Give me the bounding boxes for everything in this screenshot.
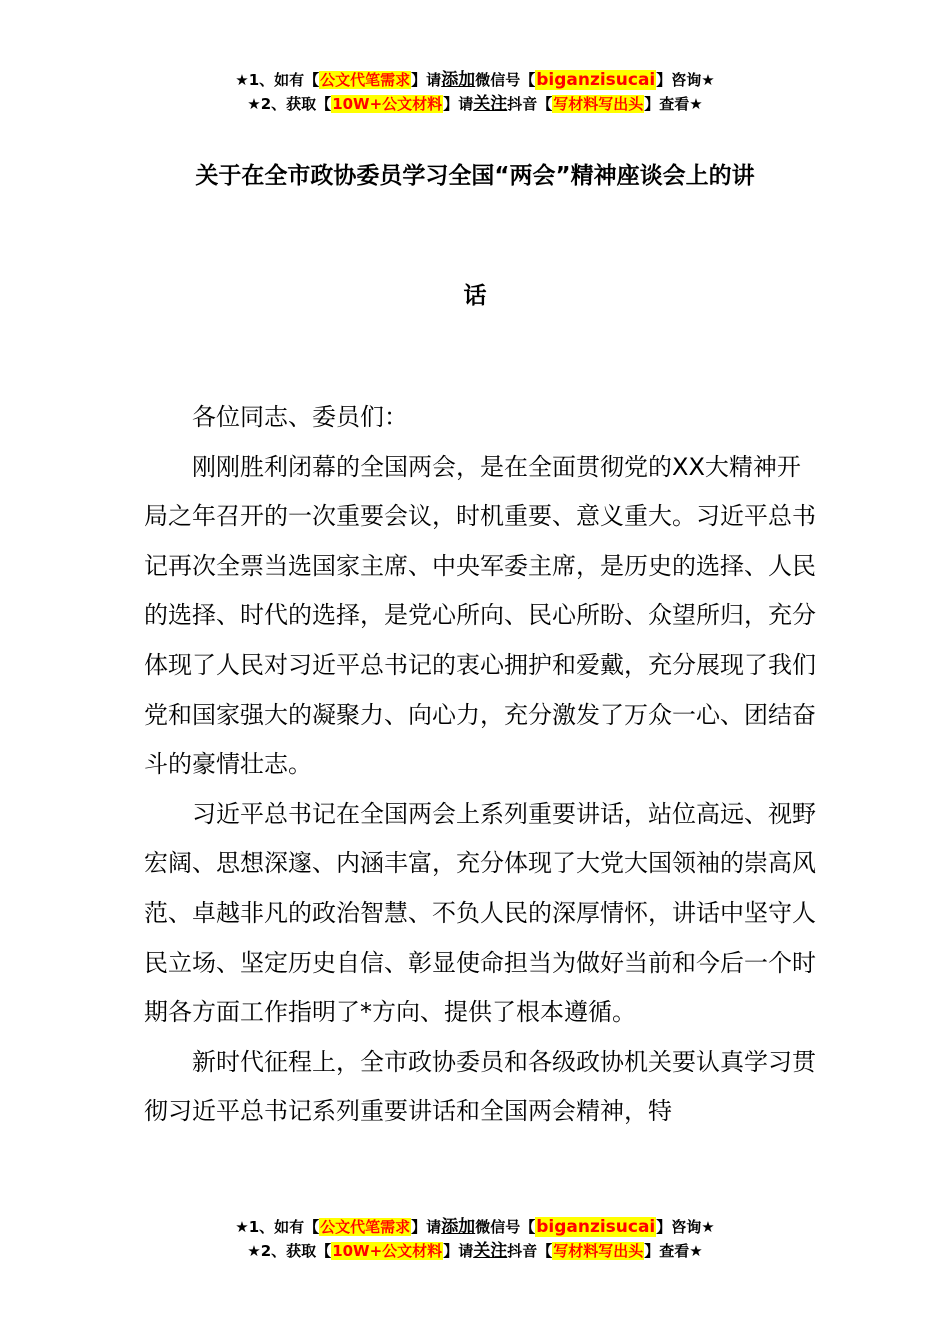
banner-line-2 <box>0 1239 950 1263</box>
salutation: 各位同志、委员们： <box>192 403 408 431</box>
banner-emphasis: 关注 <box>473 1241 508 1261</box>
banner-text: 】请 <box>411 1218 442 1236</box>
bottom-banner <box>0 1215 950 1263</box>
banner-text: 】咨询★ <box>656 71 715 89</box>
banner-line-1 <box>0 1215 950 1239</box>
banner-text: 】请 <box>443 1242 474 1260</box>
banner-highlight: 写材料写出头 <box>553 95 644 113</box>
banner-text: 微信号【 <box>475 71 536 89</box>
banner-emphasis: 添加 <box>441 70 476 90</box>
top-banner <box>0 68 950 116</box>
paragraph: 新时代征程上，全市政协委员和各级政协机关要认真学习贯彻习近平总书记系列重要讲话和全国两会精神，特 <box>144 1047 816 1126</box>
banner-highlight: 公文代笔需求 <box>320 1218 411 1236</box>
banner-emphasis: 添加 <box>441 1217 476 1237</box>
banner-wechat-id: biganzisucai <box>536 1217 656 1237</box>
banner-highlight: 写材料写出头 <box>553 1242 644 1260</box>
banner-text: ★1、如有【 <box>235 71 320 89</box>
paragraph: 习近平总书记在全国两会上系列重要讲话，站位高远、视野宏阔、思想深邃、内涵丰富，充分体现了大党大国领袖的崇高风范、卓越非凡的政治智慧、不负人民的深厚情怀，讲话中坚守人民立场、坚定历史自信、彰显使命担当为做好当前和今后一个时期各方面工作指明了*方向、提供了根本遵循。 <box>144 799 816 1027</box>
banner-highlight: 10W+公文材料 <box>332 95 443 113</box>
banner-text: 抖音【 <box>507 95 553 113</box>
banner-text: ★1、如有【 <box>235 1218 320 1236</box>
banner-text: 】查看★ <box>644 1242 703 1260</box>
banner-text: 】查看★ <box>644 95 703 113</box>
banner-text: 】咨询★ <box>656 1218 715 1236</box>
document-body <box>144 393 816 1137</box>
banner-text: 微信号【 <box>475 1218 536 1236</box>
banner-wechat-id: biganzisucai <box>536 70 656 90</box>
banner-text: 】请 <box>443 95 474 113</box>
banner-highlight: 公文代笔需求 <box>320 71 411 89</box>
paragraph: 刚刚胜利闭幕的全国两会，是在全面贯彻党的XX大精神开局之年召开的一次重要会议，时机重要、意义重大。习近平总书记再次全票当选国家主席、中央军委主席，是历史的选择、人民的选择、时代的选择，是党心所向、民心所盼、众望所归，充分体现了人民对习近平总书记的衷心拥护和爱戴，充分展现了我们党和国家强大的凝聚力、向心力，充分激发了万众一心、团结奋斗的豪情壮志。 <box>144 452 816 779</box>
banner-line-1 <box>0 68 950 92</box>
banner-text: 抖音【 <box>507 1242 553 1260</box>
banner-line-2 <box>0 92 950 116</box>
document-title: 关于在全市政协委员学习全国“两会”精神座谈会上的讲 <box>195 163 755 189</box>
banner-text: 】请 <box>411 71 442 89</box>
banner-text: ★2、获取【 <box>247 95 332 113</box>
banner-highlight: 10W+公文材料 <box>332 1242 443 1260</box>
banner-text: ★2、获取【 <box>247 1242 332 1260</box>
banner-emphasis: 关注 <box>473 94 508 114</box>
document-title-continued: 话 <box>463 283 487 309</box>
